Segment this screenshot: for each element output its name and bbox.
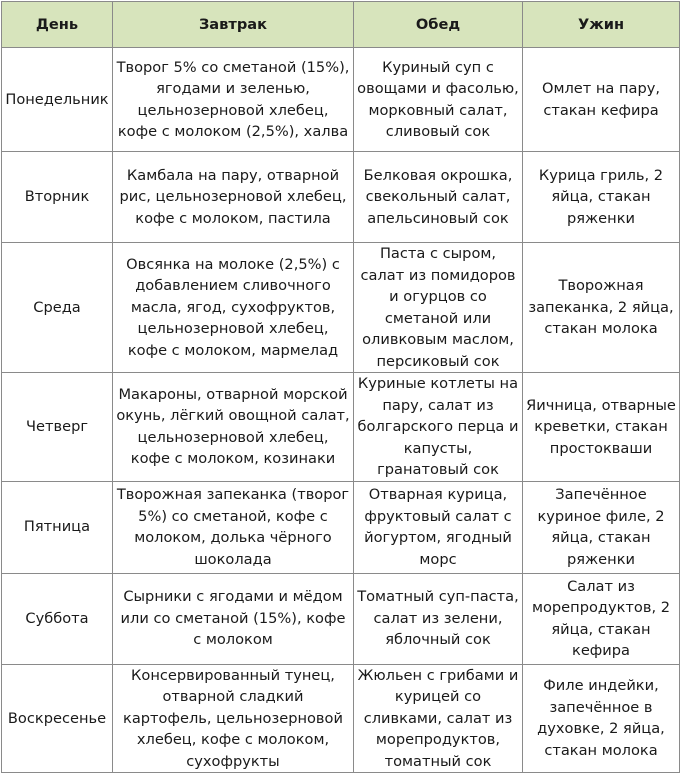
day-cell: Суббота	[2, 573, 113, 664]
breakfast-cell: Макароны, отварной морской окунь, лёгкий овощной салат, цельнозерновой хлебец, кофе с молоком, козинаки	[113, 373, 354, 482]
day-cell: Пятница	[2, 481, 113, 573]
header-breakfast: Завтрак	[113, 2, 354, 48]
dinner-cell: Курица гриль, 2 яйца, стакан ряженки	[523, 152, 680, 243]
dinner-cell: Омлет на пару, стакан кефира	[523, 48, 680, 152]
header-dinner: Ужин	[523, 2, 680, 48]
lunch-cell: Отварная курица, фруктовый салат с йогуртом, ягодный морс	[354, 481, 523, 573]
breakfast-cell: Творожная запеканка (творог 5%) со сметаной, кофе с молоком, долька чёрного шоколада	[113, 481, 354, 573]
dinner-cell: Яичница, отварные креветки, стакан простокваши	[523, 373, 680, 482]
dinner-cell: Салат из морепродуктов, 2 яйца, стакан кефира	[523, 573, 680, 664]
day-cell: Среда	[2, 243, 113, 373]
dinner-cell: Филе индейки, запечённое в духовке, 2 яйца, стакан молока	[523, 664, 680, 773]
day-cell: Вторник	[2, 152, 113, 243]
lunch-cell: Томатный суп-паста, салат из зелени, яблочный сок	[354, 573, 523, 664]
table-row	[2, 373, 680, 482]
lunch-cell: Белковая окрошка, свекольный салат, апельсиновый сок	[354, 152, 523, 243]
table-row	[2, 573, 680, 664]
dinner-cell: Творожная запеканка, 2 яйца, стакан молока	[523, 243, 680, 373]
breakfast-cell: Овсянка на молоке (2,5%) с добавлением сливочного масла, ягод, сухофруктов, цельнозерновой хлебец, кофе с молоком, мармелад	[113, 243, 354, 373]
header-row	[2, 2, 680, 48]
breakfast-cell: Консервированный тунец, отварной сладкий картофель, цельнозерновой хлебец, кофе с молоком, сухофрукты	[113, 664, 354, 773]
table-row	[2, 664, 680, 773]
breakfast-cell: Камбала на пару, отварной рис, цельнозерновой хлебец, кофе с молоком, пастила	[113, 152, 354, 243]
table-row	[2, 48, 680, 152]
day-cell: Понедельник	[2, 48, 113, 152]
breakfast-cell: Сырники с ягодами и мёдом или со сметаной (15%), кофе с молоком	[113, 573, 354, 664]
table-row	[2, 152, 680, 243]
table-row	[2, 481, 680, 573]
meal-plan-table	[1, 1, 680, 773]
lunch-cell: Паста с сыром, салат из помидоров и огурцов со сметаной или оливковым маслом, персиковый сок	[354, 243, 523, 373]
header-day: День	[2, 2, 113, 48]
day-cell: Четверг	[2, 373, 113, 482]
header-lunch: Обед	[354, 2, 523, 48]
lunch-cell: Куриные котлеты на пару, салат из болгарского перца и капусты, гранатовый сок	[354, 373, 523, 482]
lunch-cell: Куриный суп с овощами и фасолью, морковный салат, сливовый сок	[354, 48, 523, 152]
lunch-cell: Жюльен с грибами и курицей со сливками, салат из морепродуктов, томатный сок	[354, 664, 523, 773]
breakfast-cell: Творог 5% со сметаной (15%), ягодами и зеленью, цельнозерновой хлебец, кофе с молоком (2,5%), халва	[113, 48, 354, 152]
table-row	[2, 243, 680, 373]
day-cell: Воскресенье	[2, 664, 113, 773]
dinner-cell: Запечённое куриное филе, 2 яйца, стакан ряженки	[523, 481, 680, 573]
